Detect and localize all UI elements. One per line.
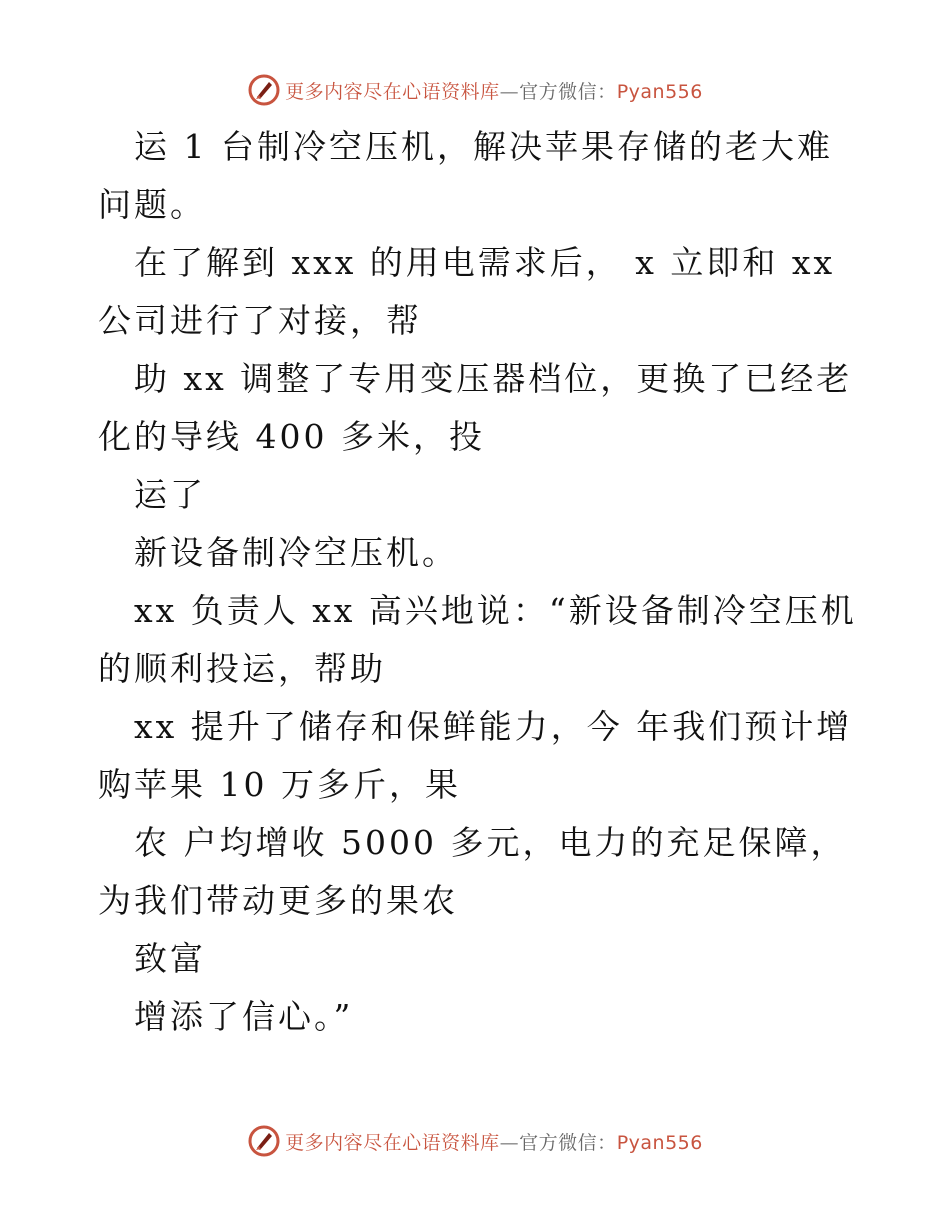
paragraph: 助 xx 调整了专用变压器档位，更换了已经老化的导线 400 多米，投 xyxy=(98,359,853,456)
watermark-text xyxy=(285,1128,703,1155)
watermark-text xyxy=(285,77,703,104)
watermark-site: 更多内容尽在心语资料库 xyxy=(285,1131,500,1154)
watermark-wechat-id: Pyan556 xyxy=(616,1131,703,1154)
footer-watermark xyxy=(0,1121,950,1161)
quill-logo-icon xyxy=(247,73,281,107)
watermark-dash: — xyxy=(499,80,520,103)
watermark-dash: — xyxy=(499,1131,520,1154)
watermark-wechat-label: 官方微信： xyxy=(519,1131,617,1154)
quill-logo-icon xyxy=(247,1124,281,1158)
watermark-site: 更多内容尽在心语资料库 xyxy=(285,80,500,103)
paragraph: 新设备制冷空压机。 xyxy=(134,533,458,572)
header-watermark xyxy=(0,70,950,110)
watermark-wechat-id: Pyan556 xyxy=(616,80,703,103)
paragraph: 增添了信心。” xyxy=(134,997,354,1036)
document-body xyxy=(98,118,858,1046)
paragraph: 致富 xyxy=(134,939,206,978)
paragraph: 运了 xyxy=(134,475,206,514)
paragraph: 在了解到 xxx 的用电需求后， x 立即和 xx 公司进行了对接，帮 xyxy=(98,243,836,340)
paragraph: xx 负责人 xx 高兴地说：“新设备制冷空压机的顺利投运，帮助 xyxy=(98,591,857,688)
paragraph: xx 提升了储存和保鲜能力，今 年我们预计增购苹果 10 万多斤，果 xyxy=(98,707,853,804)
paragraph: 运 1 台制冷空压机，解决苹果存储的老大难问题。 xyxy=(98,127,833,224)
watermark-wechat-label: 官方微信： xyxy=(519,80,617,103)
paragraph: 农 户均增收 5000 多元，电力的充足保障，为我们带动更多的果农 xyxy=(98,823,847,920)
